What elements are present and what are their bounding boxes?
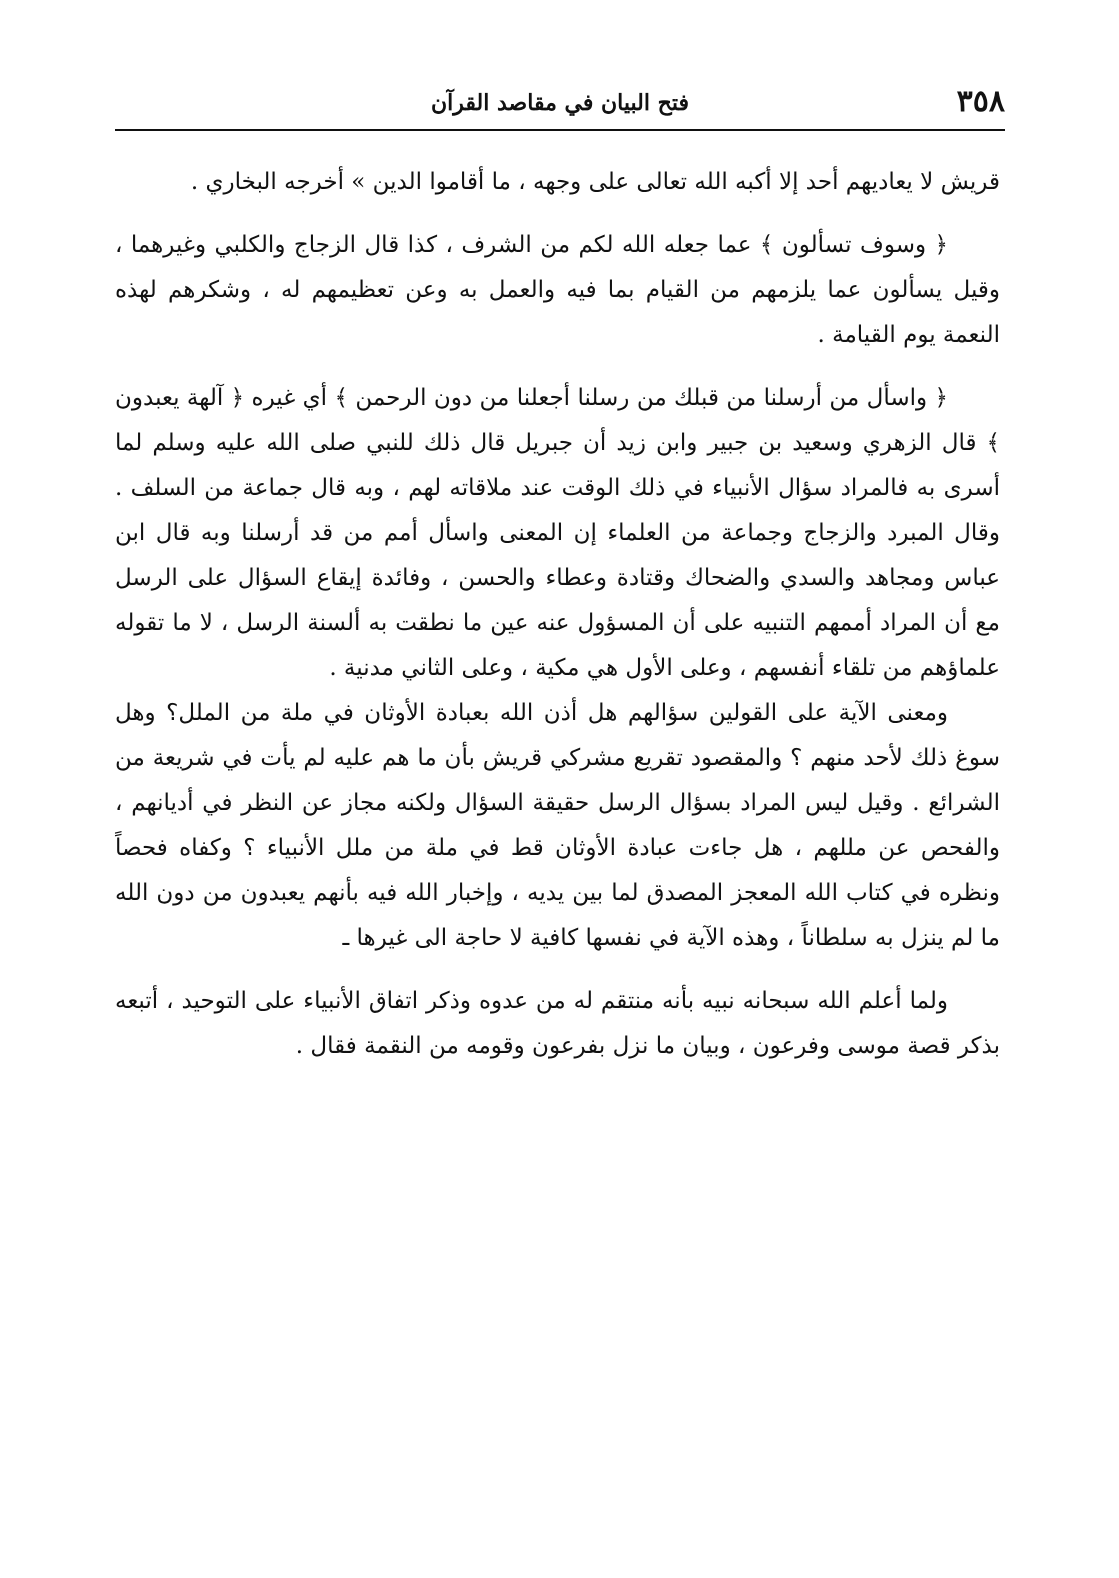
- page-body: [115, 160, 1000, 1069]
- header-divider: [115, 129, 1005, 131]
- paragraph: ومعنى الآية على القولين سؤالهم هل أذن الله بعبادة الأوثان في ملة من الملل؟ وهل سوغ ذلك لأحد منهم ؟ والمقصود تقريع مشركي قريش بأن ما هم عليه لم يأت في شريعة من الشرائع . وقيل ليس المراد بسؤال الرسل حقيقة السؤال ولكنه مجاز عن النظر في أديانهم ، والفحص عن مللهم ، هل جاءت عبادة الأوثان قط في ملة من ملل الأنبياء ؟ وكفاه فحصاً ونظره في كتاب الله المعجز المصدق لما بين يديه ، وإخبار الله فيه بأنهم يعبدون من دون الله ما لم ينزل به سلطاناً ، وهذه الآية في نفسها كافية لا حاجة الى غيرها ـ: [115, 700, 1000, 951]
- paragraph: قريش لا يعاديهم أحد إلا أكبه الله تعالى على وجهه ، ما أقاموا الدين » أخرجه البخاري .: [190, 169, 1000, 195]
- paragraph: ﴿ وسوف تسألون ﴾ عما جعله الله لكم من الشرف ، كذا قال الزجاج والكلبي وغيرهما ، وقيل يسألون عما يلزمهم من القيام بما فيه والعمل به وعن تعظيمهم له ، وشكرهم لهذه النعمة يوم القيامة .: [115, 232, 1000, 348]
- paragraph: ولما أعلم الله سبحانه نبيه بأنه منتقم له من عدوه وذكر اتفاق الأنبياء على التوحيد ، أتبعه بذكر قصة موسى وفرعون ، وبيان ما نزل بفرعون وقومه من النقمة فقال .: [115, 988, 1000, 1059]
- running-title: فتح البيان في مقاصد القرآن: [431, 90, 689, 116]
- page-number: ٣٥٨: [956, 84, 1005, 119]
- paragraph: ﴿ واسأل من أرسلنا من قبلك من رسلنا أجعلنا من دون الرحمن ﴾ أي غيره ﴿ آلهة يعبدون ﴾ قال الزهري وسعيد بن جبير وابن زيد أن جبريل قال ذلك للنبي صلى الله عليه وسلم لما أسرى به فالمراد سؤال الأنبياء في ذلك الوقت عند ملاقاته لهم ، وبه قال جماعة من السلف . وقال المبرد والزجاج وجماعة من العلماء إن المعنى واسأل أمم من قد أرسلنا وبه قال ابن عباس ومجاهد والسدي والضحاك وقتادة وعطاء والحسن ، وفائدة إيقاع السؤال على الرسل مع أن المراد أممهم التنبيه على أن المسؤول عنه عين ما نطقت به ألسنة الرسل ، لا ما تقوله علماؤهم من تلقاء أنفسهم ، وعلى الأول هي مكية ، وعلى الثاني مدنية .: [115, 385, 1000, 681]
- page-header: [115, 82, 1005, 126]
